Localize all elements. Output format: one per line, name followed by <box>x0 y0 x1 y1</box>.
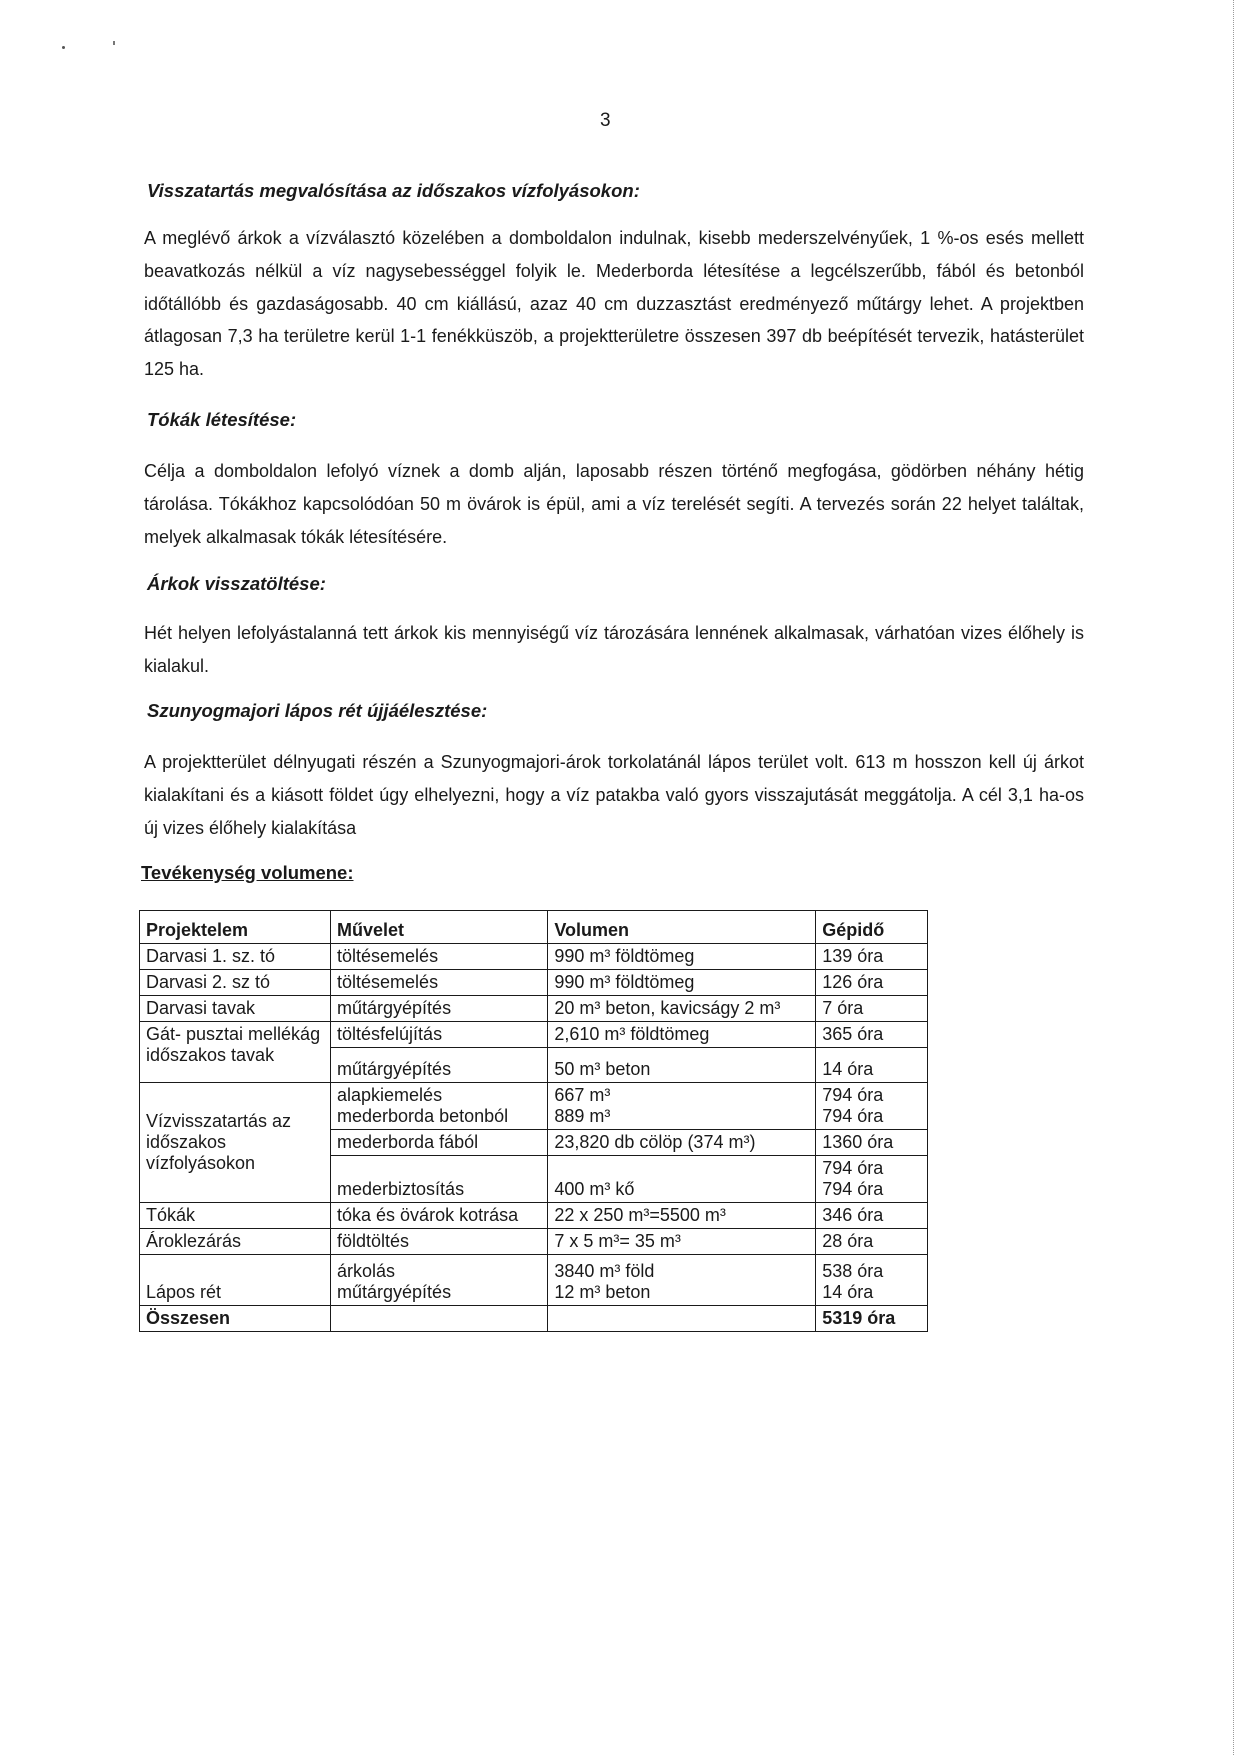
table-cell: 23,820 db cölöp (374 m³) <box>548 1130 816 1156</box>
table-cell <box>331 1255 548 1306</box>
table-cell: 22 x 250 m³=5500 m³ <box>548 1203 816 1229</box>
table-cell: Vízvisszatartás az időszakos vízfolyásokon <box>140 1083 331 1203</box>
section-text-visszatartas <box>144 222 1084 386</box>
section-heading-arkok: Árkok visszatöltése: <box>147 573 326 594</box>
table-cell <box>548 1083 816 1130</box>
table-cell: töltésfelújítás <box>331 1022 548 1048</box>
section-text-arkok <box>144 617 1084 683</box>
table-cell: töltésemelés <box>331 944 548 970</box>
paragraph: Hét helyen lefolyástalanná tett árkok kis mennyiségű víz tározására lennének alkalmasak, várhatóan vizes élőhely is kialakul. <box>144 623 1084 676</box>
table-cell: 28 óra <box>816 1229 928 1255</box>
table-cell: 990 m³ földtömeg <box>548 944 816 970</box>
table-cell <box>548 1255 816 1306</box>
table-cell: 20 m³ beton, kavicságy 2 m³ <box>548 996 816 1022</box>
table-cell <box>816 1083 928 1130</box>
table-cell: 2,610 m³ földtömeg <box>548 1022 816 1048</box>
cell-line: 14 óra <box>822 1282 874 1302</box>
table-cell: 7 x 5 m³= 35 m³ <box>548 1229 816 1255</box>
paragraph: A projektterület délnyugati részén a Szunyogmajori-árok torkolatánál lápos terület volt. 613 m hosszon kell új árkot kialakítani és a kiásott földet úgy elhelyezni, hogy a víz patakba való gyors visszajutását meggátolja. A cél 3,1 ha-os új vizes élőhely kialakítása <box>144 752 1084 838</box>
table-cell <box>816 1156 928 1203</box>
cell-line: 794 óra <box>822 1106 884 1126</box>
table-cell: Darvasi 1. sz. tó <box>140 944 331 970</box>
scan-speck <box>62 46 65 49</box>
table-cell: 126 óra <box>816 970 928 996</box>
table-row <box>140 1203 928 1229</box>
cell-line: 794 óra <box>822 1158 884 1178</box>
table-row <box>140 1255 928 1306</box>
table-row <box>140 970 928 996</box>
table-cell: 139 óra <box>816 944 928 970</box>
section-heading-tokak: Tókák létesítése: <box>147 409 297 430</box>
table-title: Tevékenység volumene: <box>141 862 354 883</box>
cell-line: 667 m³ <box>554 1085 611 1105</box>
paragraph: A meglévő árkok a vízválasztó közelében a domboldalon indulnak, kisebb mederszelvényűek, 1 %-os esés mellett beavatkozás nélkül a víz nagysebességgel folyik le. Mederborda létesítése a legcélszerűbb, fából és betonból időtállóbb és gazdaságosabb. 40 cm kiállású, azaz 40 cm duzzasztást eredményező műtárgy lehet. A projektben átlagosan 7,3 ha területre kerül 1-1 fenékküszöb, a projektterületre összesen 397 db beépítését tervezik, hatásterület 125 ha. <box>144 228 1084 380</box>
header-cell: Projektelem <box>140 911 331 944</box>
table-cell: mederborda fából <box>331 1130 548 1156</box>
paragraph: Célja a domboldalon lefolyó víznek a domb alján, laposabb részen történő megfogása, gödörben néhány hétig tárolása. Tókákhoz kapcsolódóan 50 m övárok is épül, ami a víz terelését segíti. A tervezés során 22 helyet találtak, melyek alkalmasak tókák létesítésére. <box>144 461 1084 547</box>
cell-line: 794 óra <box>822 1179 884 1199</box>
header-cell: Művelet <box>331 911 548 944</box>
header-cell: Gépidő <box>816 911 928 944</box>
table-cell: 365 óra <box>816 1022 928 1048</box>
table-cell: Tókák <box>140 1203 331 1229</box>
table-cell: 14 óra <box>816 1048 928 1083</box>
table-cell: Darvasi 2. sz tó <box>140 970 331 996</box>
table-cell: Lápos rét <box>140 1255 331 1306</box>
table-row <box>140 944 928 970</box>
table-cell <box>548 1306 816 1332</box>
cell-line: 3840 m³ föld <box>554 1261 655 1281</box>
volume-table <box>139 910 928 1332</box>
table-cell: Ároklezárás <box>140 1229 331 1255</box>
section-text-tokak <box>144 455 1084 553</box>
table-cell: 50 m³ beton <box>548 1048 816 1083</box>
table-cell: Gát- pusztai mellékág időszakos tavak <box>140 1022 331 1083</box>
table-header-row <box>140 911 928 944</box>
table-cell <box>816 1255 928 1306</box>
table-row <box>140 996 928 1022</box>
table-cell <box>331 1083 548 1130</box>
table-cell: 1360 óra <box>816 1130 928 1156</box>
table-cell: töltésemelés <box>331 970 548 996</box>
cell-line: árkolás <box>337 1261 396 1281</box>
table-cell: 346 óra <box>816 1203 928 1229</box>
table-cell: Összesen <box>140 1306 331 1332</box>
table-cell: 7 óra <box>816 996 928 1022</box>
section-heading-visszatartas: Visszatartás megvalósítása az időszakos vízfolyásokon: <box>147 180 640 201</box>
cell-line: műtárgyépítés <box>337 1282 452 1302</box>
cell-line: mederborda betonból <box>337 1106 509 1126</box>
table-cell: mederbiztosítás <box>331 1156 548 1203</box>
scan-edge-line <box>1233 0 1235 1755</box>
table-cell <box>331 1306 548 1332</box>
section-heading-lapos-ret: Szunyogmajori lápos rét újjáélesztése: <box>147 700 488 721</box>
table-cell: földtöltés <box>331 1229 548 1255</box>
scan-speck <box>113 41 115 45</box>
table-cell: 400 m³ kő <box>548 1156 816 1203</box>
table-cell: 990 m³ földtömeg <box>548 970 816 996</box>
table-cell: műtárgyépítés <box>331 996 548 1022</box>
cell-line: alapkiemelés <box>337 1085 443 1105</box>
table-cell: Darvasi tavak <box>140 996 331 1022</box>
table-cell: műtárgyépítés <box>331 1048 548 1083</box>
cell-line: 794 óra <box>822 1085 884 1105</box>
table-total-row <box>140 1306 928 1332</box>
table-row <box>140 1229 928 1255</box>
header-cell: Volumen <box>548 911 816 944</box>
table-cell: tóka és övárok kotrása <box>331 1203 548 1229</box>
table-row <box>140 1022 928 1048</box>
table-cell: 5319 óra <box>816 1306 928 1332</box>
cell-line: 538 óra <box>822 1261 884 1281</box>
table-row <box>140 1083 928 1130</box>
cell-line: 12 m³ beton <box>554 1282 651 1302</box>
section-text-lapos-ret <box>144 746 1084 844</box>
cell-line: 889 m³ <box>554 1106 611 1126</box>
page-number: 3 <box>600 110 611 131</box>
